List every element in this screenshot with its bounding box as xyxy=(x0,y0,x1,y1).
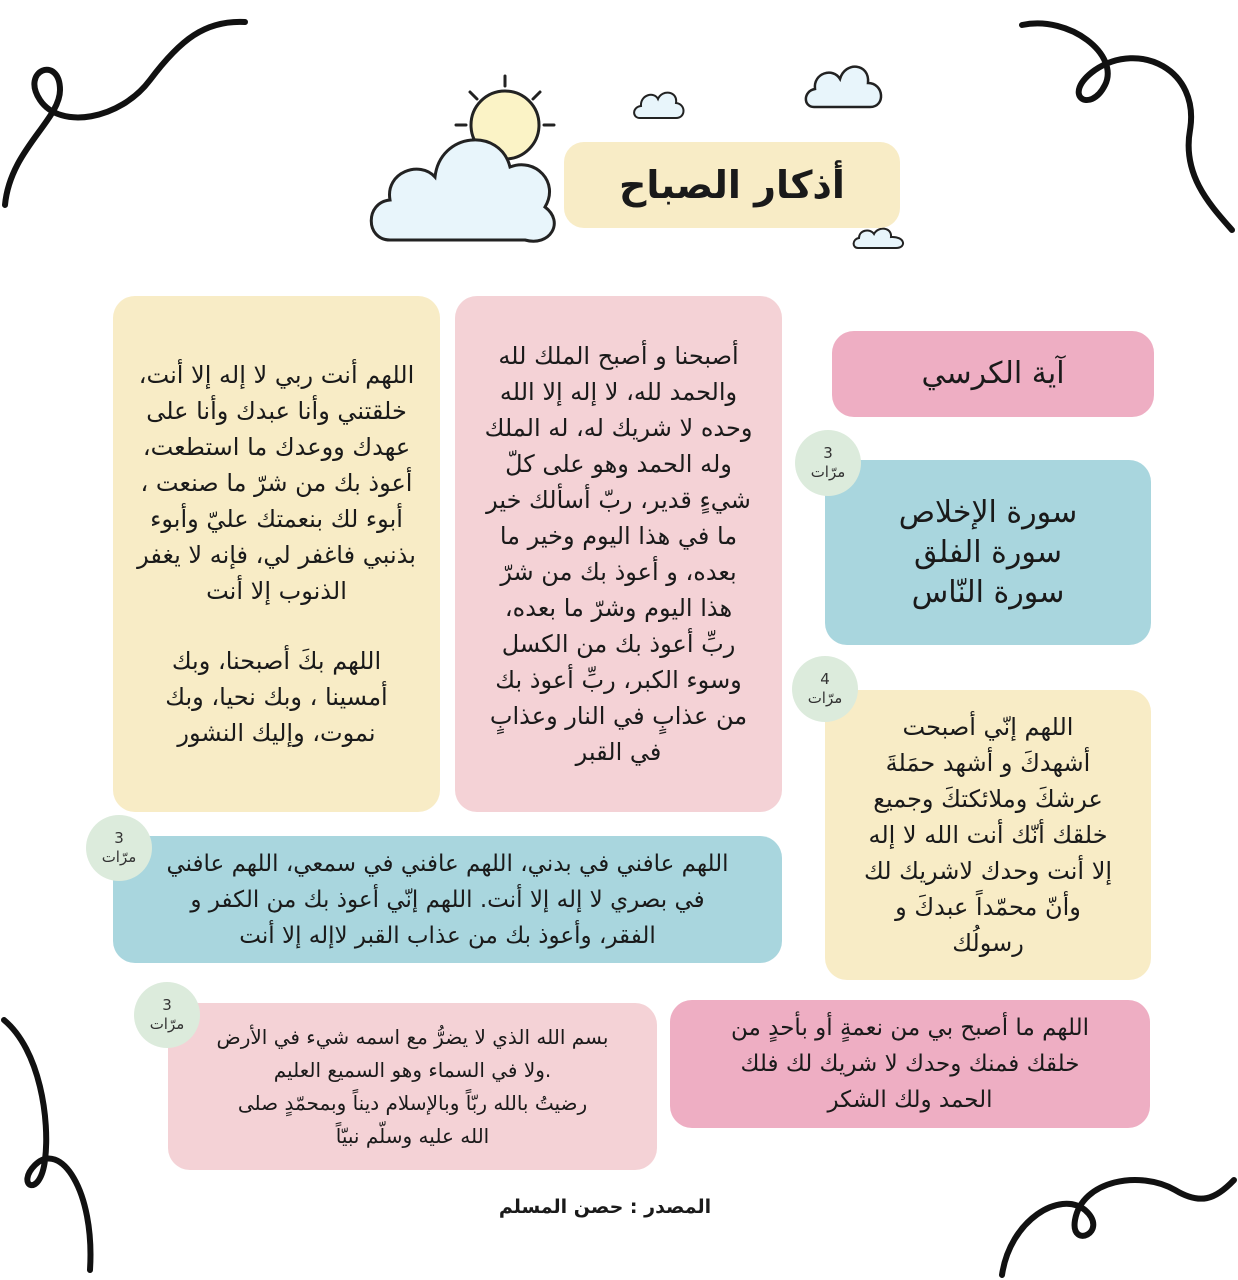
card-text: اللهم إنّي أصبحت أشهدكَ و أشهد حمَلةَ عرشكَ وملائكتكَ وجميع خلقك أنّك أنت الله لا إله إلا أنت وحدك لاشريك لك وأنّ محمّداً عبدكَ و رسولُك xyxy=(863,713,1113,957)
badge-count: 3 xyxy=(823,444,833,462)
page-title: أذكار الصباح xyxy=(564,142,900,228)
badge-label: مرّات xyxy=(101,848,137,866)
repeat-count-badge xyxy=(792,656,858,722)
badge-label: مرّات xyxy=(810,463,846,481)
repeat-count-badge xyxy=(795,430,861,496)
card-text-secondary: اللهم بكَ أصبحنا، وبك أمسينا ، وبك نحيا، وبك نموت، وإليك النشور xyxy=(165,647,388,747)
repeat-count-badge xyxy=(134,982,200,1048)
card-surahs xyxy=(825,460,1151,645)
badge-count: 4 xyxy=(820,670,830,688)
small-cloud-icon xyxy=(630,85,688,123)
card-sayyid-al-istighfar xyxy=(113,296,440,812)
card-text: بسم الله الذي لا يضرُّ مع اسمه شيء في الأرض .ولا في السماء وهو السميع العليم رضيتُ بالله ربّاً وبالإسلام ديناً وبمحمّدٍ صلى الله عليه وسلّم نبيّاً xyxy=(216,1024,609,1148)
badge-label: مرّات xyxy=(149,1015,185,1033)
card-text: أصبحنا و أصبح الملك لله والحمد لله، لا إله إلا الله وحده لا شريك له، له الملك وله الحمد وهو على كلّ شيءٍ قدير، ربّ أسألك خير ما في هذا اليوم وخير ما بعده، و أعوذ بك من شرّ هذا اليوم وشرّ ما بعده، ربِّ أعوذ بك من الكسل وسوء الكبر، ربِّ أعوذ بك من عذابٍ في النار وعذابٍ في القبر xyxy=(484,342,753,766)
repeat-count-badge xyxy=(86,815,152,881)
card-ayat-al-kursi xyxy=(832,331,1154,417)
card-text: اللهم أنت ربي لا إله إلا أنت، خلقتني وأنا عبدك وأنا على عهدك ووعدك ما استطعت، أعوذ بك من شرّ ما صنعت ، أبوء لك بنعمتك عليّ وأبوء بذنبي فاغفر لي، فإنه لا يغفر الذنوب إلا أنت xyxy=(137,361,416,605)
squiggle-bottom-right-decoration xyxy=(990,1140,1238,1280)
card-afini xyxy=(113,836,782,963)
squiggle-bottom-left-decoration xyxy=(0,1000,130,1280)
card-bismillah xyxy=(168,1003,657,1170)
source-credit: المصدر : حصن المسلم xyxy=(498,1196,712,1218)
medium-cloud-icon xyxy=(800,55,888,115)
card-text: اللهم عافني في بدني، اللهم عافني في سمعي، اللهم عافني في بصري لا إله إلا أنت. اللهم إنّي أعوذ بك من الكفر و الفقر، وأعوذ بك من عذاب القبر لاإله إلا أنت xyxy=(166,850,729,949)
squiggle-top-right-decoration xyxy=(1010,0,1238,280)
badge-label: مرّات xyxy=(807,689,843,707)
badge-count: 3 xyxy=(162,996,172,1014)
big-cloud-icon xyxy=(360,112,570,257)
card-asbahna-mulk xyxy=(455,296,782,812)
card-text: سورة الإخلاص سورة الفلق سورة النّاس xyxy=(898,494,1078,610)
card-ma-asbaha xyxy=(670,1000,1150,1128)
card-asbahtu-ushhiduk xyxy=(825,690,1151,980)
badge-count: 3 xyxy=(114,829,124,847)
squiggle-top-left-decoration xyxy=(0,0,260,230)
card-text: اللهم ما أصبح بي من نعمةٍ أو بأحدٍ من خلقك فمنك وحدك لا شريك لك فلك الحمد ولك الشكر xyxy=(731,1015,1089,1113)
card-text: آية الكرسي xyxy=(921,356,1065,391)
